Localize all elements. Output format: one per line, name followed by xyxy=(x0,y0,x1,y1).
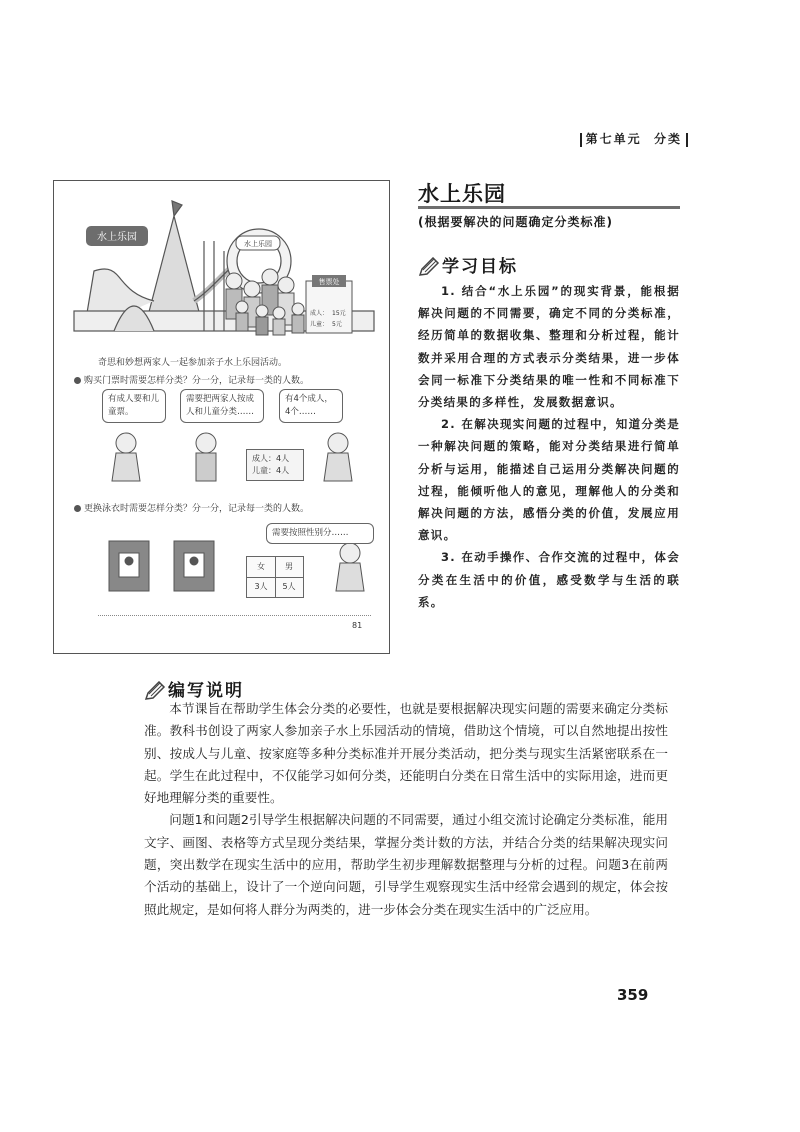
figure-page-number: 81 xyxy=(352,621,363,630)
notes-heading-text: 编写说明 xyxy=(168,681,244,701)
table-header: 女 xyxy=(247,557,276,578)
speech-bubble: 需要按照性别分…… xyxy=(266,523,374,544)
running-header xyxy=(576,130,692,147)
section-title: 水上乐园 xyxy=(418,182,506,206)
park-sign xyxy=(86,226,148,246)
gate-sign xyxy=(236,236,280,250)
objectives-heading-text: 学习目标 xyxy=(442,257,518,277)
park-sign-text: 水上乐园 xyxy=(97,232,137,243)
tally-child: 儿童：4人 xyxy=(252,466,290,475)
textbook-page-figure xyxy=(53,180,390,654)
pencil-icon xyxy=(418,257,440,277)
bullet-icon xyxy=(74,377,81,384)
family-group xyxy=(226,269,304,335)
question-1-text: 购买门票时需要怎样分类？分一分，记录每一类的人数。 xyxy=(84,376,310,386)
girl-character xyxy=(336,543,364,591)
ticket-board-title: 售票处 xyxy=(318,278,340,286)
objective-item: 3. 在动手操作、合作交流的过程中，体会分类在生活中的价值，感受数学与生活的联系。 xyxy=(418,550,680,609)
divider xyxy=(580,133,582,147)
ticket-child-price: 5元 xyxy=(332,321,342,328)
ticket-adult-label: 成人： xyxy=(310,310,329,317)
changing-room-female xyxy=(109,541,149,591)
objective-item: 2. 在解决现实问题的过程中，知道分类是一种解决问题的策略，能对分类结果进行简单分析与运用，能描述自己运用分类解决问题的过程，能倾听他人的意见，理解他人的分类和解决问题的方法，感悟分类的价值，发展应用意识。 xyxy=(418,417,680,543)
gender-table xyxy=(246,556,304,598)
table-cell: 5人 xyxy=(282,582,296,591)
objectives-heading xyxy=(418,252,518,277)
ticket-board xyxy=(306,275,352,333)
speech-bubble: 有4个成人，4个…… xyxy=(279,389,343,423)
unit-label: 第七单元 xyxy=(585,132,642,146)
notes-paragraph: 本节课旨在帮助学生体会分类的必要性，也就是要根据解决现实问题的需要来确定分类标准。教科书创设了两家人参加亲子水上乐园活动的情境，借助这个情境，可以自然地提出按性别、按成人与儿童、按家庭等多种分类标准并开展分类活动，把分类与现实生活紧密联系在一起。学生在此过程中，不仅能学习如何分类，还能明白分类在日常生活中的实际用途，进而更好地理解分类的重要性。 xyxy=(144,701,668,806)
notes-body xyxy=(144,698,668,921)
page-number: 359 xyxy=(617,986,649,1004)
ticket-child-label: 儿童： xyxy=(310,321,329,328)
section-subtitle: (根据要解决的问题确定分类标准) xyxy=(418,215,613,229)
tally-card xyxy=(246,449,304,481)
objectives-list xyxy=(418,280,680,613)
figure-intro: 奇思和妙想两家人一起参加亲子水上乐园活动。 xyxy=(98,358,288,368)
speech-bubble: 有成人要和儿童票。 xyxy=(102,389,166,423)
girl-character xyxy=(112,433,140,481)
speech-bubble: 需要把两家人按成人和儿童分类…… xyxy=(180,389,264,423)
girl-character xyxy=(324,433,352,481)
tally-adult: 成人：4人 xyxy=(252,454,290,463)
notes-paragraph: 问题1和问题2引导学生根据解决问题的不同需要，通过小组交流讨论确定分类标准，能用文字、画图、表格等方式呈现分类结果，掌握分类计数的方法，并结合分类的结果解决现实问题，突出数学在现实生活中的应用，帮助学生初步理解数据整理与分析的过程。问题3在前两个活动的基础上，设计了一个逆向问题，引导学生观察现实生活中经常会遇到的规定，体会按照此规定，是如何将人群分为两类的，进一步体会分类在现实生活中的广泛应用。 xyxy=(144,812,668,917)
title-underline xyxy=(418,206,680,209)
boy-character xyxy=(196,433,216,481)
table-cell: 3人 xyxy=(247,577,276,597)
divider xyxy=(686,133,688,147)
figure-question-1 xyxy=(74,373,309,386)
objective-item: 1. 结合“水上乐园”的现实背景，能根据解决问题的不同需要，确定不同的分类标准，经历简单的数据收集、整理和分析过程，能计数并采用合理的方式表示分类结果，进一步体会同一标准下分类结果的唯一性和不同标准下分类结果的多样性，发展数据意识。 xyxy=(418,284,680,410)
bullet-icon xyxy=(74,505,81,512)
topic-label: 分类 xyxy=(653,132,682,146)
table-header: 男 xyxy=(275,557,303,578)
divider xyxy=(98,615,371,616)
question-2-text: 更换泳衣时需要怎样分类？分一分，记录每一类的人数。 xyxy=(84,504,310,514)
ticket-adult-price: 15元 xyxy=(332,310,346,317)
figure-question-2 xyxy=(74,501,309,514)
changing-room-male xyxy=(174,541,214,591)
gate-sign-text: 水上乐园 xyxy=(244,240,272,248)
